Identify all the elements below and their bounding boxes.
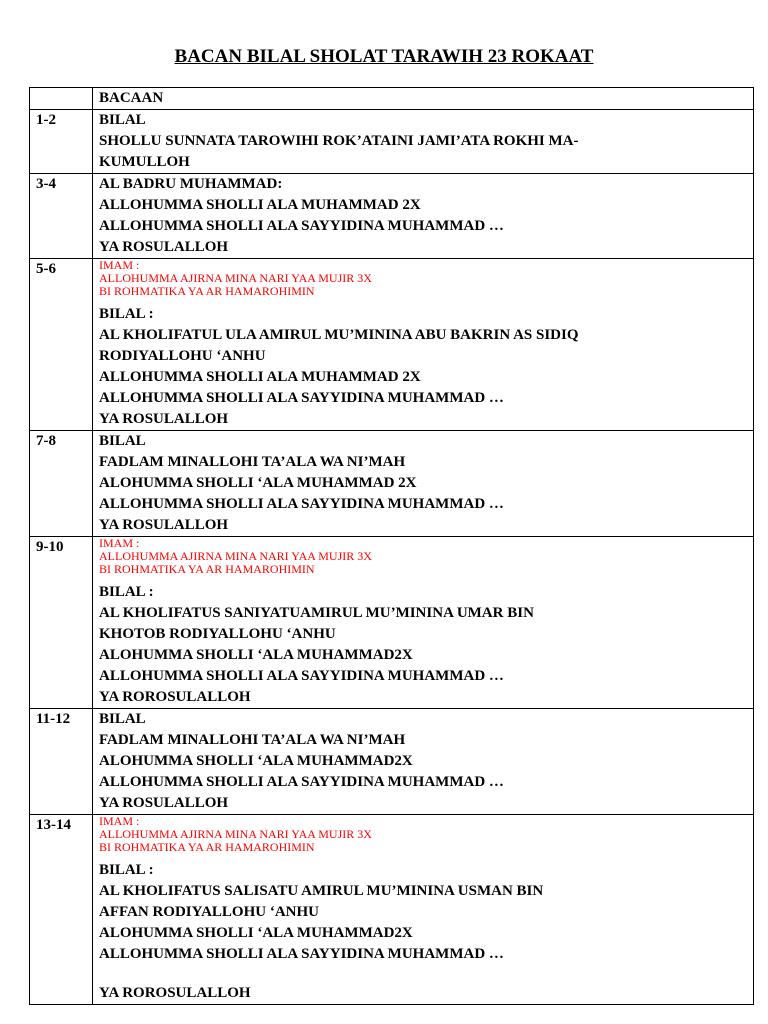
table-header-row (30, 88, 754, 110)
recitation-line: ALLOHUMMA SHOLLI ALA SAYYIDINA MUHAMMAD … (99, 496, 504, 512)
recitation-line (99, 965, 753, 983)
imam-line: IMAM : (99, 537, 140, 550)
imam-line: IMAM : (99, 259, 140, 272)
recitation-line: KUMULLOH (99, 154, 190, 170)
recitation-text-cell (93, 174, 754, 259)
recitation-line: ALLOHUMMA SHOLLI ALA MUHAMMAD 2X (99, 369, 421, 385)
recitation-line: ALLOHUMMA SHOLLI ALA MUHAMMAD 2X (99, 197, 421, 213)
recitation-line: AL KHOLIFATUL ULA AMIRUL MU’MININA ABU BAKRIN AS SIDIQ (99, 327, 579, 343)
recitation-line: ALLOHUMMA SHOLLI ALA SAYYIDINA MUHAMMAD … (99, 946, 504, 962)
recitation-line: YA ROSULALLOH (99, 411, 229, 427)
recitation-line: AFFAN RODIYALLOHU ‘ANHU (99, 904, 320, 920)
recitation-line: BILAL (99, 711, 146, 727)
recitation-line: YA ROSULALLOH (99, 795, 229, 811)
recitation-line: SHOLLU SUNNATA TAROWIHI ROK’ATAINI JAMI’ATA ROKHI MA- (99, 133, 579, 149)
recitation-line: ALOHUMMA SHOLLI ‘ALA MUHAMMAD2X (99, 753, 413, 769)
table-row (30, 709, 754, 815)
recitation-text-cell (93, 815, 754, 1005)
rakaat-number-cell: 13-14 (30, 815, 93, 1005)
rakaat-number-cell: 3-4 (30, 174, 93, 259)
imam-line: BI ROHMATIKA YA AR HAMAROHIMIN (99, 285, 315, 298)
imam-line: ALLOHUMMA AJIRNA MINA NARI YAA MUJIR 3X (99, 272, 372, 285)
recitation-line: KHOTOB RODIYALLOHU ‘ANHU (99, 626, 336, 642)
rakaat-number-cell: 9-10 (30, 537, 93, 709)
imam-line: ALLOHUMMA AJIRNA MINA NARI YAA MUJIR 3X (99, 828, 372, 841)
recitation-line: AL KHOLIFATUS SALISATU AMIRUL MU’MININA USMAN BIN (99, 883, 544, 899)
recitation-line: AL KHOLIFATUS SANIYATUAMIRUL MU’MININA UMAR BIN (99, 605, 534, 621)
recitation-line: BILAL : (99, 584, 154, 600)
imam-line: BI ROHMATIKA YA AR HAMAROHIMIN (99, 841, 315, 854)
recitation-line: BILAL : (99, 306, 154, 322)
recitation-line: AL BADRU MUHAMMAD: (99, 176, 283, 192)
page-title: BACAN BILAL SHOLAT TARAWIH 23 ROKAAT (174, 46, 594, 67)
recitation-line: RODIYALLOHU ‘ANHU (99, 348, 266, 364)
recitation-table-body (30, 88, 754, 1005)
header-text-cell: BACAAN (93, 88, 754, 110)
imam-line: IMAM : (99, 815, 140, 828)
header-num-cell (30, 88, 93, 110)
table-row (30, 259, 754, 431)
recitation-line: ALLOHUMMA SHOLLI ALA SAYYIDINA MUHAMMAD … (99, 668, 504, 684)
recitation-table (29, 87, 754, 1005)
recitation-line: YA ROROSULALLOH (99, 689, 251, 705)
imam-line: ALLOHUMMA AJIRNA MINA NARI YAA MUJIR 3X (99, 550, 372, 563)
table-row (30, 815, 754, 1005)
recitation-text-cell (93, 431, 754, 537)
rakaat-number-cell: 11-12 (30, 709, 93, 815)
recitation-line: YA ROSULALLOH (99, 517, 229, 533)
rakaat-number-cell: 1-2 (30, 110, 93, 174)
recitation-text-cell (93, 110, 754, 174)
recitation-line: FADLAM MINALLOHI TA’ALA WA NI’MAH (99, 454, 406, 470)
table-row (30, 110, 754, 174)
recitation-line: ALLOHUMMA SHOLLI ALA SAYYIDINA MUHAMMAD … (99, 390, 504, 406)
recitation-text-cell (93, 537, 754, 709)
recitation-line: ALOHUMMA SHOLLI ‘ALA MUHAMMAD2X (99, 925, 413, 941)
table-row (30, 431, 754, 537)
recitation-text-cell (93, 709, 754, 815)
recitation-line: ALLOHUMMA SHOLLI ALA SAYYIDINA MUHAMMAD … (99, 218, 504, 234)
rakaat-number-cell: 5-6 (30, 259, 93, 431)
table-row (30, 537, 754, 709)
recitation-line: BILAL : (99, 862, 154, 878)
recitation-line: ALLOHUMMA SHOLLI ALA SAYYIDINA MUHAMMAD … (99, 774, 504, 790)
imam-line: BI ROHMATIKA YA AR HAMAROHIMIN (99, 563, 315, 576)
recitation-line: FADLAM MINALLOHI TA’ALA WA NI’MAH (99, 732, 406, 748)
table-row (30, 174, 754, 259)
recitation-line: ALOHUMMA SHOLLI ‘ALA MUHAMMAD 2X (99, 475, 417, 491)
recitation-line: BILAL (99, 433, 146, 449)
recitation-line: BILAL (99, 112, 146, 128)
recitation-line: YA ROROSULALLOH (99, 985, 251, 1001)
recitation-line: ALOHUMMA SHOLLI ‘ALA MUHAMMAD2X (99, 647, 413, 663)
rakaat-number-cell: 7-8 (30, 431, 93, 537)
recitation-text-cell (93, 259, 754, 431)
recitation-line: YA ROSULALLOH (99, 239, 229, 255)
